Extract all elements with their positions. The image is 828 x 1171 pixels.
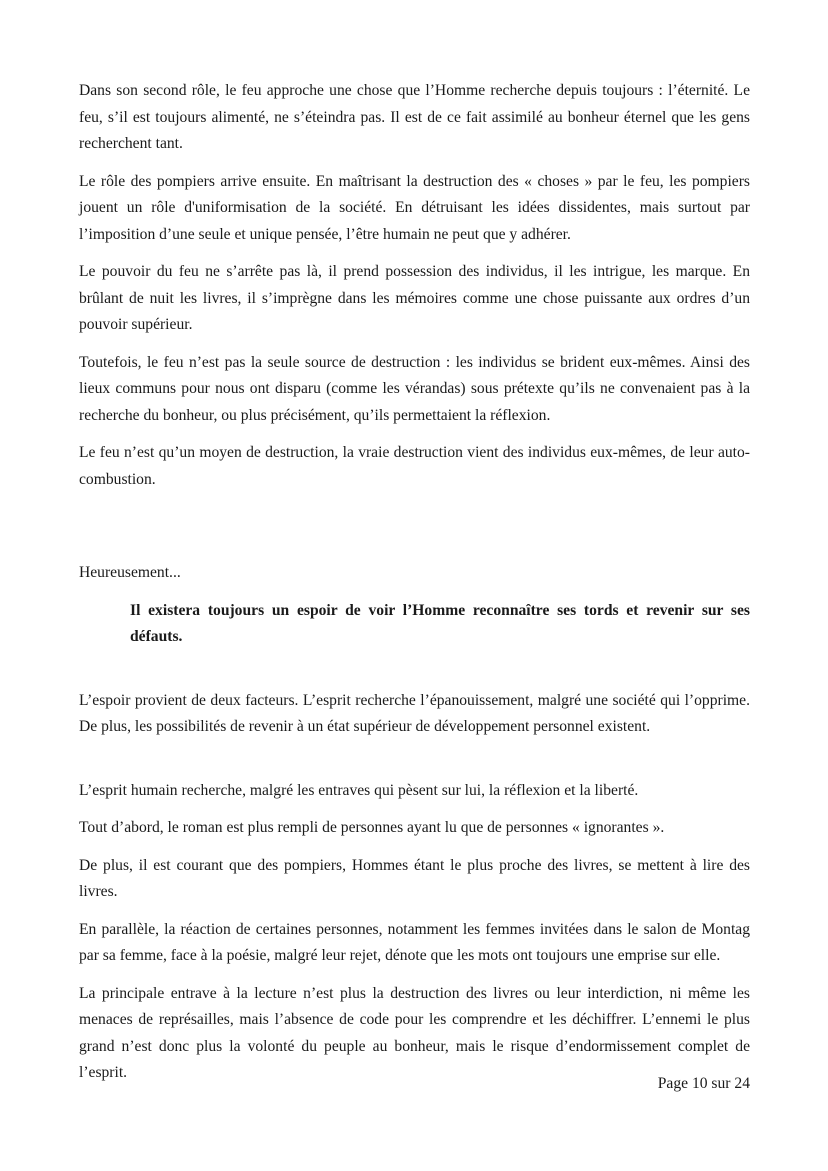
paragraph-pompiers-lecture: De plus, il est courant que des pompiers, Hommes étant le plus proche des livres, se mettent à lire des livres.	[79, 856, 750, 900]
paragraph-roman: Tout d’abord, le roman est plus rempli de personnes ayant lu que de personnes « ignorantes ».	[79, 819, 665, 836]
paragraph-poesie: En parallèle, la réaction de certaines personnes, notamment les femmes invitées dans le salon de Montag par sa femme, face à la poésie, malgré leur rejet, dénote que les mots ont toujours une emprise sur elle.	[79, 920, 750, 964]
paragraph-destruction-source: Toutefois, le feu n’est pas la seule source de destruction : les individus se brident eux-mêmes. Ainsi des lieux communs pour nous ont disparu (comme les vérandas) sous prétexte qu’ils ne convenaient pas à la recherche du bonheur, ou plus précisément, qu’ils permettaient la réflexion.	[79, 353, 750, 424]
section-lead: Heureusement...	[79, 564, 181, 581]
section-gap	[79, 504, 750, 560]
page-content	[79, 78, 750, 1098]
section-gap-small	[79, 752, 750, 778]
paragraph-pompiers: Le rôle des pompiers arrive ensuite. En maîtrisant la destruction des « choses » par le feu, les pompiers jouent un rôle d'uniformisation de la société. En détruisant les idées dissidentes, mais surtout par l’imposition d’une seule et unique pensée, l’être humain ne peut que y adhérer.	[79, 172, 750, 243]
paragraph-pouvoir-feu: Le pouvoir du feu ne s’arrête pas là, il prend possession des individus, il les intrigue, les marque. En brûlant de nuit les livres, il s’imprègne dans les mémoires comme une chose puissante aux ordres d’un pouvoir supérieur.	[79, 263, 750, 333]
thesis-statement: Il existera toujours un espoir de voir l’Homme reconnaître ses tords et revenir sur ses défauts.	[130, 601, 750, 645]
paragraph-eternite: Dans son second rôle, le feu approche une chose que l’Homme recherche depuis toujours : l’éternité. Le feu, s’il est toujours alimenté, ne s’éteindra pas. Il est de ce fait assimilé au bonheur éternel que les gens recherchent tant.	[79, 82, 750, 152]
paragraph-entrave-lecture: La principale entrave à la lecture n’est plus la destruction des livres ou leur interdiction, ni même les menaces de représailles, mais l’absence de code pour les comprendre et les déchiffrer. L’ennemi le plus grand n’est donc plus la volonté du peuple au bonheur, mais le risque d’endormissement complet de l’esprit.	[79, 984, 750, 1081]
page-number: Page 10 sur 24	[657, 1075, 750, 1092]
section-gap-small	[79, 662, 750, 688]
paragraph-esprit-humain: L’esprit humain recherche, malgré les entraves qui pèsent sur lui, la réflexion et la liberté.	[79, 781, 639, 799]
paragraph-auto-combustion: Le feu n’est qu’un moyen de destruction, la vraie destruction vient des individus eux-mêmes, de leur auto-combustion.	[79, 444, 750, 488]
paragraph-espoir: L’espoir provient de deux facteurs. L’esprit recherche l’épanouissement, malgré une société qui l’opprime. De plus, les possibilités de revenir à un état supérieur de développement personnel existent.	[79, 691, 750, 735]
